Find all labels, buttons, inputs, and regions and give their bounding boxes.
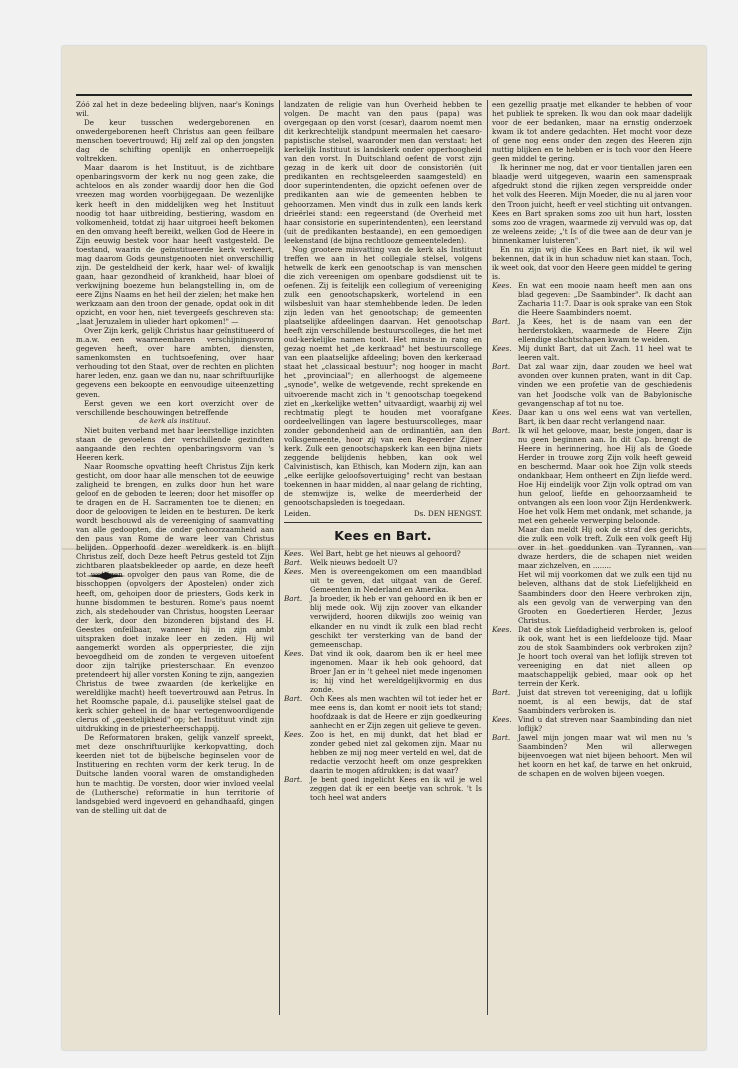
- speech: Vind u dat streven naar Saambinding dan niet loflijk?: [518, 715, 692, 734]
- speech: Och Kees als men wachten wil tot ieder het er mee eens is, dan komt er nooit iets tot stand; hoofdzaak is dat de Heere er zijn goedkeuring aanhecht en er Zijn zegen uit gelieve te geven.: [310, 693, 482, 731]
- top-rule: [76, 94, 692, 96]
- signature-place: Leiden.: [284, 509, 312, 519]
- article-paragraph: Niet buiten verband met haar leerstellige inzichten staan de gevoelens der verschillende gezindten aangaande den rechten openbaringsvorm van 's Heeren kerk.: [76, 425, 274, 462]
- speaker: Bart.: [492, 688, 511, 698]
- speech: Mij dunkt Bart, dat uit Zach. 11 heel wat te leeren valt.: [518, 344, 692, 363]
- speaker: Bart.: [492, 733, 511, 743]
- dialogue-line: [492, 733, 692, 778]
- speaker: Bart.: [284, 558, 303, 568]
- dialogue-line: [284, 730, 482, 775]
- article-paragraph: Nog grootere misvatting van de kerk als Instituut treffen we aan in het collegiale stelsel, volgens hetwelk de kerk een genootschap is van menschen die zich vereenigen om openbare godsdienst uit te oefenen. Zij is feitelijk een collegium of vereeniging zulk een genootschapskerk, wortelend in een wilsbesluit van haar stemhebbende leden. De leden zijn leden van het genootschap; de gemeenten plaatselijke afdeelingen daarvan. Het genootschap heeft zijn verschillende bestuurscolleges, die het met oud-kerkelijke namen tooit. Het minste in rang en gezag noemt het „de kerkraad" het bestuurscollege van een plaatselijke afdeeling; boven den kerkeraad staat het „classicaal bestuur"; nog hooger in macht het „provinciaal"; en allerhoogst de algemeene „synode", welke de wetgevende, recht sprekende en uitvoerende macht zich in 't genootschap toegekend ziet en „kerkelijke wetten" uitvaardigt, waarbij zij wel rechtmatig plegt te houden met voorafgane oordeelvellingen van lagere bestuurscolleges, maar zonder gebondenheid aan de ordinantiën, aan den volksgemeente, hoor zij van een Regeerder Zijner kerk. Zulk een genootschapskerk kan een bijna niets zeggende belijdenis hebben, kan ook wel Calvinistisch, kan Ethisch, kan Modern zijn, kan aan „elke eerlijke geloofsovertuiging" recht van bestaan toekennen in haar midden, al naar gelang de richting, de stemwijze is, welke de meerderheid der genootschapsleden is toegedaan.: [284, 244, 482, 508]
- dialogue-line: [492, 426, 692, 526]
- speaker: Kees.: [492, 715, 512, 725]
- speaker: Bart.: [284, 693, 303, 703]
- dialogue-title: Kees en Bart.: [334, 528, 432, 544]
- speaker: Bart.: [492, 362, 511, 372]
- speech: Maar dan meldt Hij ook de straf des gerichts, die zulk een volk treft. Zulk een volk geeft Hij over in het goeddunken van Tyrannen, van dwaze herders, die de schapen niet weiden maar zichzelven, en ........: [518, 525, 692, 571]
- column-1: [76, 100, 274, 1015]
- dialogue-line: [492, 625, 692, 688]
- column-divider: [487, 100, 488, 1015]
- section-rule: [284, 522, 482, 523]
- column-divider: [279, 100, 280, 1015]
- article-paragraph: De Reformatoren braken, gelijk vanzelf spreekt, met deze onschriftuurlijke kerkopvatting, doch keerden niet tot de bijbelsche beginselen voor de Instituering en rechten vorm der kerk terug. In de Duitsche landen vooral waren de omstandigheden hun te machtig. De vorsten, door wier invloed veelal de (Luthersche) reformatie in hun territorie of landsgebied werd ingevoerd en gehandhaafd, gingen van de stelling uit dat de: [76, 733, 274, 815]
- speaker: [492, 570, 518, 624]
- speech: Zoo is het, en mij dunkt, dat het blad er zonder gebed niet zal gekomen zijn. Maar nu hebben ze mij nog meer verteld en wel, dat de redactie verzocht heeft om onze gesprekken daarin te mogen afdrukken; is dat waar?: [310, 730, 482, 776]
- speech: Het wil mij voorkomen dat we zulk een tijd nu beleven, althans dat de stok Liefelijkheid en Saambinders door den Heere verbroken zijn, als een gevolg van de verwerping van den Grooten en Goedertieren Herder, Jezus Christus.: [518, 570, 692, 625]
- newspaper-page: [62, 46, 706, 1050]
- dialogue-line: [492, 570, 692, 624]
- article-paragraph: Eerst geven we een kort overzicht over de verschillende beschouwingen betreffende: [76, 398, 274, 417]
- speaker: Kees.: [284, 730, 304, 740]
- dialogue-line: [492, 525, 692, 570]
- dialogue-line: [284, 594, 482, 648]
- dialogue-line: [284, 549, 482, 558]
- signature-author: Ds. DEN HENGST.: [413, 509, 482, 519]
- column-3: [492, 100, 692, 1015]
- article-paragraph: Maar daarom is het Instituut, is de zichtbare openbaringsvorm der kerk nu nog geen zake, die achteloos en als zonder waardij door hen die God vreezen mag worden voorbijgegaan. De wezenlijke kerk heeft in den middelijken weg het Instituut noodig tot haar uitbreiding, bestiering, wasdom en volkomenheid, totdat zij haar uitgroei heeft bekomen en den omvang heeft bereikt, welken God de Heere in Zijn eeuwig bestek voor haar heeft vastgesteld. De toestand, waarin de geïnstitueerde kerk verkeert, mag daarom Gods geunstgenooten niet onverschillig zijn. De gesteldheid der kerk, haar wel- of kwalijk gaan, haar gezondheid of krankheid, haar bloei of verkwijning boezeme hun belangstelling in, om de eere Zijns Naams en het heil der zielen; het make hen werkzaam aan den troon der genade, opdat ook in dit opzicht, en voor hen, niet tevergeefs geschreven sta: „laat Jeruzalem in ulieder hart opkomen!" —: [76, 163, 274, 327]
- speech: Daar kan u ons wel eens wat van vertellen, Bart, ik ben daar recht verlangend naar.: [518, 407, 692, 426]
- speech: Ja Kees, het is de naam van een der herderstokken, waarmede de Heere Zijn ellendige slachtschapen kwam te weiden.: [518, 317, 692, 345]
- speaker: Kees.: [284, 549, 304, 559]
- column-2: [284, 100, 482, 1015]
- section-subheading: de kerk als instituut.: [139, 416, 211, 425]
- dialogue-line: [284, 694, 482, 730]
- dialogue-line: [492, 715, 692, 733]
- speaker: [492, 525, 518, 570]
- speech: Ja broeder, ik heb er van gehoord en ik ben er blij mede ook. Wij zijn zoover van elkander verwijderd, hooren dikwijls zoo weinig van elkander en nu vindt ik zulk een blad recht geschikt ter versterking van de band der gemeenschap.: [310, 594, 482, 649]
- dialogue-line: [284, 558, 482, 567]
- article-paragraph: Naar Roomsche opvatting heeft Christus Zijn kerk gesticht, om door haar alle menschen tot de eeuwige zaligheid te brengen, en zulks door hun het ware geloof en de geboden te leeren; door het misoffer op te dragen en de H. Sacramenten toe te dienen; en door de geloovigen te leiden en te besturen. De kerk wordt beschouwd als de vereeniging of saamvatting van alle gedoopten, die onder gehoorzaamheid aan den paus van Rome de ware leer van Christus belijden. Opperhoofd dezer wereldkerk is en blijft Christus zelf, doch Deze heeft Petrus gesteld tot Zijn zichtbaren plaatsbekleeder op aarde, en deze heeft tot wettigen opvolger den paus van Rome, die de bisschoppen (opvolgers der Apostelen) onder zich heeft, om, gehoipen door de priesters, Gods kerk in hunne bisdommen te besturen. Rome's paus noemt zich, als stedehouder van Christus, hoogsten Leeraar der kerk, door den bizonderen bijstand des H. Geestes onfeilbaar, wanneer hij in zijn ambt uitspraken doet inzake leer en zeden. Hij wil aangemerkt worden als opperpriester, die zijn bevoegdheid om de zonden te vergeven uitoefent door zijn talrijke priesterschaar. En evenzoo pretendeert hij aller vorsten Koning te zijn, aangezien Christus de twee zwaarden (de kerkelijke en wereldlijke macht) heeft toevertrouwd aan Petrus. In het Roomsche papale, d.i. pauselijke stelsel gaat de kerk schier geheel in de haar vertegenwoordigende clerus of „geestelijkheid" op; het Instituut vindt zijn uitdrukking in de priesterheerschappij.: [76, 461, 274, 734]
- speech: Dat de stok Liefdadigheid verbroken is, geloof ik ook, want het is een liefdelooze tijd. Maar zou de stok Saambinders ook verbroken zijn? Je hoort toch overal van het loflijk streven tot vereeniging en dat niet alleen op maatschappelijk gebied, maar ook op het terrein der Kerk.: [518, 624, 692, 688]
- speaker: Kees.: [284, 648, 304, 658]
- dialogue-line: [492, 317, 692, 344]
- speech: Dat zal waar zijn, daar zouden we heel wat avonden over kunnen praten, want in dit Cap. vinden we een profetie van de geschiedenis van het Joodsche volk van de Babylonische gevangenschap af tot nu toe.: [518, 362, 692, 408]
- article-paragraph: Ik herinner me nog, dat er voor tientallen jaren een blaadje werd uitgegeven, waarin een samenspraak afgedrukt stond die rijken zegen verspreidde onder het volk des Heeren. Mijn Moeder, die nu al jaren voor den Troon juicht, heeft er veel stichting uit ontvangen. Kees en Bart spraken soms zoo uit hun hart, lossten soms zoo de vragen, waarmede zij vervuld was op, dat ze weleens zeide; „'t Is of die twee aan de deur van je binnenkamer luisteren".: [492, 163, 692, 245]
- speaker: Kees.: [492, 407, 512, 417]
- dialogue-line: [284, 775, 482, 802]
- speech: Ik wil het geloove, maar, beste jongen, daar is nu geen beginnen aan. In dit Cap. brengt de Heere in herinnering, hoe Hij als de Goede Herder in trouwe zorg Zijn volk heeft geweid en beschermd. Maar ook hoe Zijn volk steeds ondankbaar, Hem ontheert en Zijn liefde werd. Hoe Hij eindelijk voor Zijn volk optrad om van hun geloof, liefde en gehoorzaamheid te ontvangen als een loon voor Zijn Herdenkwerk. Hoe het volk Hem met ondank, met schande, ja met een geheele verwerping beloonde.: [518, 425, 692, 526]
- dialogue-line: [492, 408, 692, 426]
- article-paragraph: een gezellig praatje met elkander te hebben of voor het publiek te spreken. Ik wou dan ook maar dadelijk voor de eer bedanken, maar na ernstig onderzoek kwam ik tot andere gedachten. Het mocht voor deze of gene nog eens onder den zegen des Heeren zijn nuttig blijken en te hebben er is toch voor den Heere geen middel te gering.: [492, 100, 692, 164]
- dialogue-line: [284, 649, 482, 694]
- article-paragraph: Over Zijn kerk, gelijk Christus haar geïnstitueerd of m.a.w. een waarneembaren verschijningsvorm gegeven heeft, over hare ambten, diensten, samenkomsten en tuchtsoefening, over haar verhouding tot den Staat, over de rechten en plichten harer leden, enz. gaan we dan nu, naar schriftuurlijke gegevens een bekoopte en eenvoudige uiteenzetting geven.: [76, 326, 274, 399]
- speaker: Bart.: [284, 775, 303, 785]
- dialogue-line: [492, 362, 692, 407]
- speaker: Bart.: [492, 425, 511, 435]
- speaker: Kees.: [492, 624, 512, 634]
- speech: Juist dat streven tot vereeniging, dat u loflijk noemt, is al een bewijs, dat de staf Saambinders verbroken is.: [518, 688, 692, 716]
- article-paragraph: Zóó zal het in deze bedeeling blijven, naar's Konings wil.: [76, 100, 274, 119]
- article-paragraph: En nu zijn wij die Kees en Bart niet, ik wil wel bekennen, dat ik in hun schaduw niet kan staan. Toch, ik weet ook, dat voor den Heere geen middel te gering is.: [492, 244, 692, 281]
- dialogue-line: [492, 281, 692, 317]
- dialogue-line: [284, 567, 482, 594]
- speech: En wat een mooie naam heeft men aan ons blad gegeven: „De Saambinder". Ik dacht aan Zacharia 11:7. Daar is ook sprake van een Stok die Heere Saambinders noemt.: [518, 280, 692, 318]
- speaker: Kees.: [284, 567, 304, 577]
- speech: Wel Bart, hebt ge het nieuws al gehoord?: [310, 549, 461, 559]
- speaker: Kees.: [492, 344, 512, 354]
- speaker: Kees.: [492, 280, 512, 290]
- speech: Dat vind ik ook, daarom ben ik er heel mee ingenomen. Maar ik heb ook gehoord, dat Broer Jan er in 't geheel niet mede ingenomen is; hij vind het wereldgelijkvormig en dus zonde.: [310, 648, 482, 694]
- article-paragraph: landzaten de religie van hun Overheid hebben te volgen. De macht van den paus (papa) was overgegaan op den vorst (cesar), daarom noemt men dit kerkrechtelijk standpunt meermalen het caesaro-papistische stelsel, waaronder men dan verstaat: het kerkelijk Instituut is landskerk onder opperhoogheid van den vorst. In Duitschland oefent de vorst zijn gezag in de kerk uit door de consistoriën (uit predikanten en rechtsgeleerden saamgesteld) en door superintendenten, die opzicht oefenen over de predikanten aan wie de gemeenten hebben te gehoorzamen. Men vindt dus in zulk een lands kerk drieërlei stand: een regeerstand (de Overheid met haar consistorie en superintendenten), een leerstand (uit de predikanten bestaande), en een gemoedigen leekenstand (de bijna rechtlooze gemeenteleden).: [284, 100, 482, 245]
- article-paragraph: De keur tusschen wedergeborenen en onwedergeborenen heeft Christus aan geen feilbare menschen toevertrouwd; Hij zelf zal op den jongsten dag de schifting openlijk en onherroepelijk voltrekken.: [76, 118, 274, 164]
- dialogue-line: [492, 344, 692, 362]
- speech: Welk nieuws bedoelt U?: [310, 558, 398, 568]
- speaker: Bart.: [492, 317, 511, 327]
- dialogue-line: [492, 688, 692, 715]
- speaker: Bart.: [284, 594, 303, 604]
- speech: Je bent goed ingelicht Kees en ik wil je wel zeggen dat ik er een beetje van schrok. 't Is toch heel wat anders: [310, 775, 482, 803]
- speech: Jawel mijn jongen maar wat wil men nu 's Saambinden? Men wil allerwegen bijeenvoegen wat niet bijeen behoort. Men wil het koorn en het kaf, de tarwe en het onkruid, de schapen en de wolven bijeen voegen.: [518, 733, 692, 779]
- article-signature: [284, 509, 482, 518]
- speech: Men is overeengekomen om een maandblad uit te geven, dat uitgaat van de Geref. Gemeenten in Nederland en Amerika.: [310, 567, 482, 595]
